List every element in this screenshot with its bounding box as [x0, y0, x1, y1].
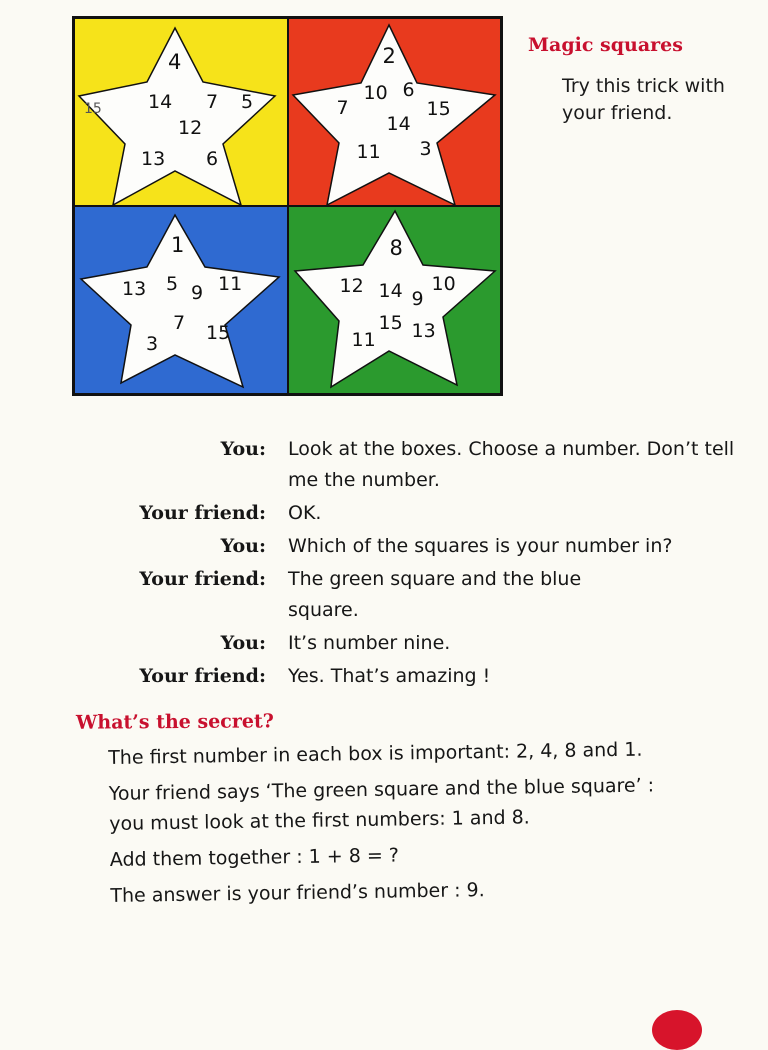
dialog-line	[60, 564, 750, 626]
section-heading: What’s the secret?	[75, 710, 274, 734]
blue-square	[74, 206, 288, 394]
dialog-line	[60, 434, 750, 496]
speech-text: It’s number nine.	[288, 632, 451, 654]
explanation-paragraph: Add them together : 1 + 8 = ?	[109, 844, 400, 871]
star-number: 14	[148, 91, 173, 113]
speech-text: OK.	[288, 502, 322, 524]
intro-text: Try this trick with your friend.	[562, 75, 725, 124]
explanation-paragraph: The answer is your friend’s number : 9.	[110, 879, 485, 907]
speech-text: Yes. That’s amazing !	[288, 665, 491, 687]
star-number: 13	[141, 148, 166, 170]
speech-text: Which of the squares is your number in?	[288, 535, 673, 557]
speaker-label: You:	[220, 438, 266, 460]
dialog-line	[60, 628, 750, 659]
yellow-square	[74, 18, 288, 206]
star-number: 11	[356, 141, 381, 163]
star-number: 1	[171, 233, 185, 257]
explanation-paragraph: The first number in each box is important: 2, 4, 8 and 1.	[108, 738, 643, 769]
speaker-label: Your friend:	[139, 568, 266, 590]
star-number: 12	[178, 117, 203, 139]
magic-squares-grid	[72, 16, 503, 396]
red-square	[288, 18, 502, 206]
star-number: 7	[206, 91, 219, 113]
secret-explanation	[108, 734, 681, 917]
star-number: 4	[168, 50, 182, 74]
dialog-line	[60, 661, 750, 692]
speaker-label: Your friend:	[139, 665, 266, 687]
explanation-paragraph: Your friend says ‘The green square and the blue square’ : you must look at the first numbers: 1 and 8.	[108, 774, 655, 835]
star-number: 13	[122, 278, 147, 300]
star-number: 15	[206, 322, 231, 344]
page-title: Magic squares	[528, 34, 683, 56]
star-number: 7	[173, 312, 186, 334]
speech-text: Look at the boxes. Choose a number. Don’t tell me the number.	[288, 438, 735, 491]
green-square	[288, 206, 502, 394]
star-number: 5	[241, 91, 254, 113]
star-number: 9	[191, 282, 204, 304]
star-number: 7	[336, 97, 349, 119]
star-number: 10	[363, 82, 388, 104]
speech-text: The green square and the blue square.	[288, 568, 582, 621]
star-number: 3	[419, 138, 432, 160]
star-number: 8	[389, 236, 403, 260]
star-number: 14	[386, 113, 411, 135]
star-number: 3	[146, 333, 159, 355]
yellow-square-star-art	[75, 19, 288, 206]
star-number: 11	[351, 329, 376, 351]
star-number: 15	[378, 312, 403, 334]
star-number: 6	[402, 79, 415, 101]
dialog-line	[60, 531, 750, 562]
dialog	[60, 434, 750, 694]
star-number: 2	[382, 44, 396, 68]
star-number: 10	[431, 273, 456, 295]
star-number: 11	[218, 273, 243, 295]
star-number: 6	[206, 148, 219, 170]
star-number: 5	[166, 273, 179, 295]
star-number: 15	[426, 98, 451, 120]
star-number: 9	[411, 288, 424, 310]
star-number: 15	[84, 101, 102, 117]
speaker-label: Your friend:	[139, 502, 266, 524]
speaker-label: You:	[220, 632, 266, 654]
dialog-line	[60, 498, 750, 529]
star-number: 14	[378, 280, 403, 302]
star-number: 13	[411, 320, 436, 342]
star-number: 12	[339, 275, 364, 297]
speaker-label: You:	[220, 535, 266, 557]
page-corner-dot	[652, 1010, 702, 1050]
